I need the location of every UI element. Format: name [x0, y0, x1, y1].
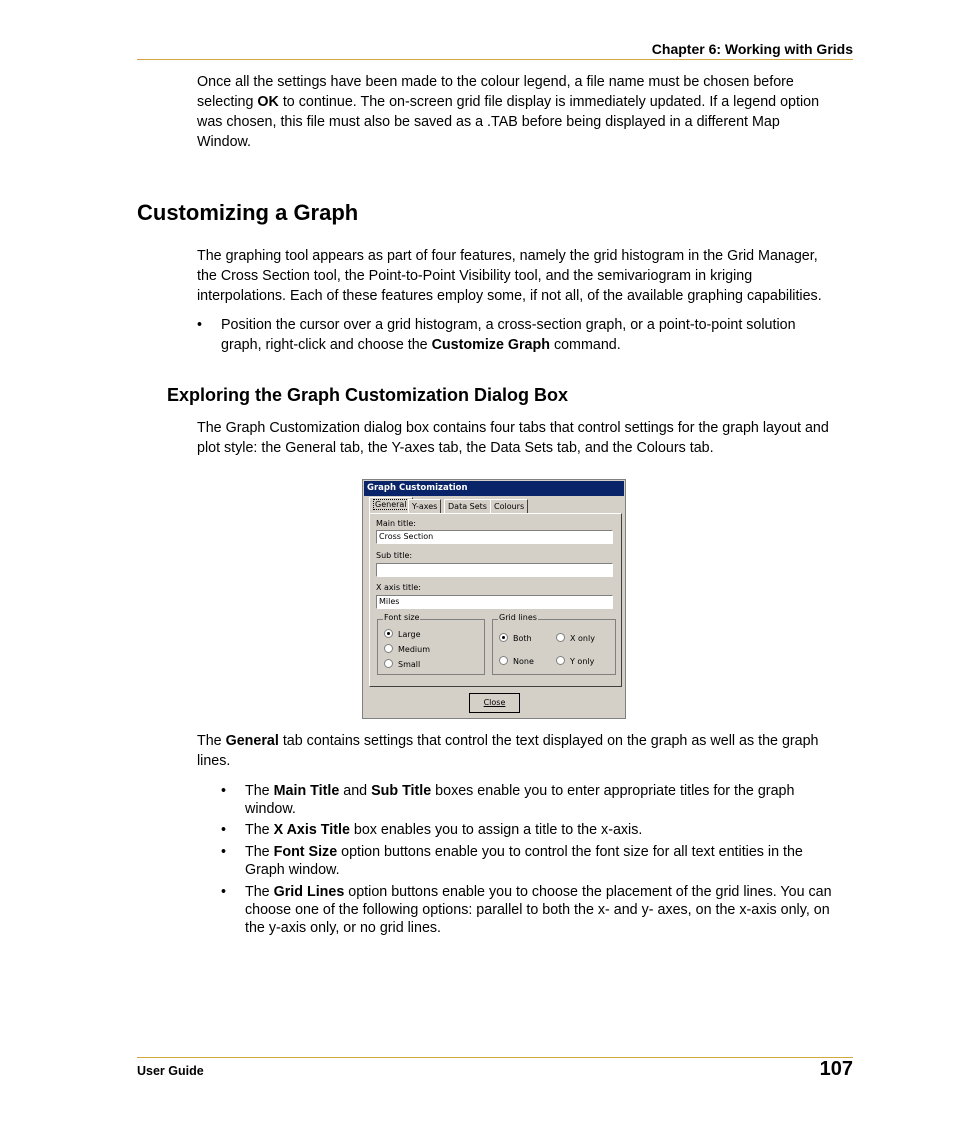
grid-none-radio[interactable]: None [499, 656, 534, 667]
page-number: 107 [819, 1058, 853, 1080]
font-small-radio[interactable]: Small [384, 659, 420, 670]
font-medium-radio[interactable]: Medium [384, 644, 430, 655]
sub-title-field[interactable] [376, 563, 613, 577]
bullet-icon: • [221, 884, 227, 900]
intro-paragraph [197, 72, 857, 152]
tab-y-axes[interactable]: Y-axes [408, 499, 441, 514]
font-large-radio[interactable]: Large [384, 629, 421, 640]
header-rule [137, 59, 853, 60]
section2-paragraph: The Graph Customization dialog box contains four tabs that control settings for the graph layout and plot style: the General tab, the Y-axes tab, the Data Sets tab, and the Colours tab. [197, 420, 829, 456]
grid-lines-group-label: Grid lines [499, 613, 537, 622]
section-heading: Customizing a Graph [137, 200, 359, 225]
chapter-header: Chapter 6: Working with Grids [651, 41, 853, 57]
grid-y-only-radio[interactable]: Y only [556, 656, 594, 667]
grid-both-radio[interactable]: Both [499, 633, 532, 644]
general-tab-panel [369, 513, 622, 687]
intro-line: was chosen, this file must also be saved as a .TAB before being displayed in a different Map [197, 114, 780, 130]
font-size-group [377, 613, 485, 675]
bullet-icon: • [221, 822, 227, 838]
x-axis-title-field[interactable]: Miles [376, 595, 613, 609]
sub-title-label: Sub title: [376, 551, 413, 560]
main-title-label: Main title: [376, 519, 416, 528]
font-size-group-label: Font size [384, 613, 420, 622]
footer-guide-title: User Guide [137, 1064, 204, 1078]
dialog-titlebar: Graph Customization [364, 481, 624, 496]
tab-colours[interactable]: Colours [490, 499, 528, 514]
x-axis-title-label: X axis title: [376, 583, 421, 592]
main-title-field[interactable]: Cross Section [376, 530, 613, 544]
intro-line: Once all the settings have been made to the colour legend, a file name must be chosen before [197, 74, 794, 90]
intro-line: Window. [197, 134, 252, 150]
close-button[interactable]: Close [469, 693, 520, 713]
bullet-icon: • [197, 317, 203, 333]
footer-rule [137, 1057, 853, 1058]
bullet-icon: • [221, 783, 227, 799]
general-paragraph: The General tab contains settings that control the text displayed on the graph as well as the graph lines. [197, 733, 819, 769]
tab-data-sets[interactable]: Data Sets [444, 499, 491, 514]
subsection-heading: Exploring the Graph Customization Dialog Box [167, 385, 569, 405]
graph-customization-dialog [362, 479, 626, 719]
tab-general[interactable]: General [369, 497, 413, 514]
intro-line: selecting OK to continue. The on-screen grid file display is immediately updated. If a legend option [197, 94, 820, 110]
grid-lines-group [492, 613, 616, 675]
section1-paragraph: The graphing tool appears as part of four features, namely the grid histogram in the Grid Manager, the Cross Section tool, the Point-to-Point Visibility tool, and the semivariogram in kriging interpolations. Each of these features employ some, if not all, of the available graphing capabilities. [197, 248, 822, 304]
grid-x-only-radio[interactable]: X only [556, 633, 595, 644]
bullet-icon: • [221, 844, 227, 860]
